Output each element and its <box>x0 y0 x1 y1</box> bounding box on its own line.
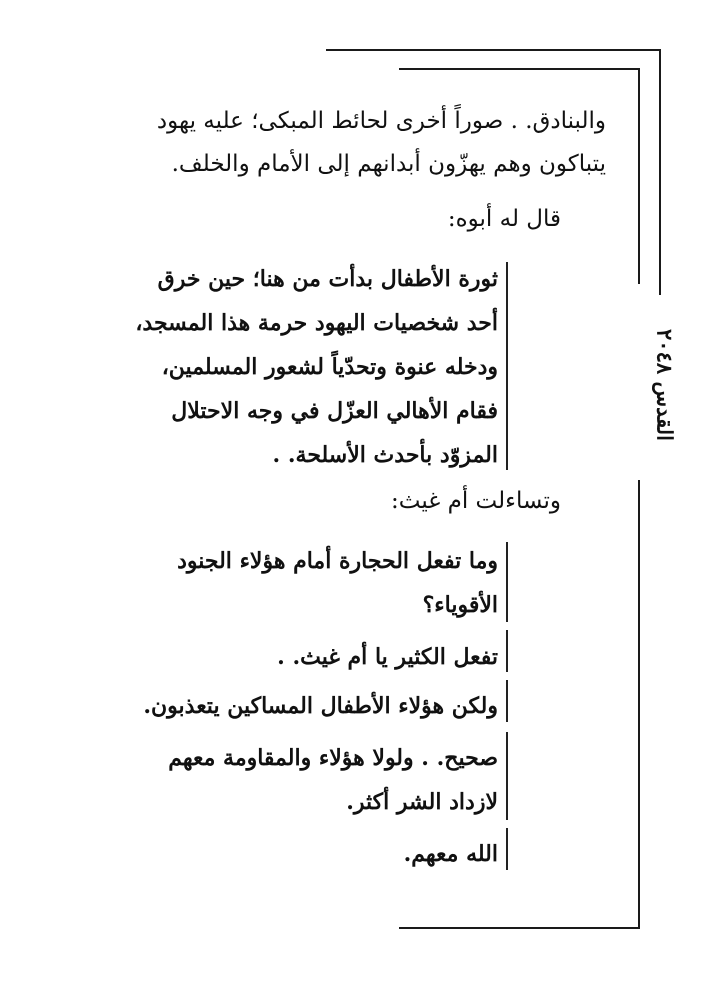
dialogue-5-line-1: الله معهم. <box>403 841 498 867</box>
quote-father-line-4: فقام الأهالي العزّل في وجه الاحتلال <box>171 398 498 424</box>
quote-father-line-5: المزوّد بأحدث الأسلحة. . <box>272 442 498 468</box>
frame-right-lower <box>638 480 640 928</box>
intro-umm: وتساءلت أم غيث: <box>391 488 561 514</box>
quote-father-bar <box>506 262 508 470</box>
dialogue-2-bar <box>506 630 508 672</box>
running-head-text: القدس ٢٠٤٨ <box>652 329 678 441</box>
paragraph-1-line-2: يتباكون وهم يهزّون أبدانهم إلى الأمام والخلف. <box>171 151 606 177</box>
dialogue-5-bar <box>506 828 508 870</box>
dialogue-2-line-1: تفعل الكثير يا أم غيث. . <box>277 644 498 670</box>
dialogue-4-line-2: لازداد الشر أكثر. <box>346 789 498 815</box>
dialogue-3-bar <box>506 680 508 722</box>
dialogue-4-line-1: صحيح. . ولولا هؤلاء والمقاومة معهم <box>168 745 498 771</box>
frame-top-inner <box>399 68 640 70</box>
dialogue-3-line-1: ولكن هؤلاء الأطفال المساكين يتعذبون. <box>143 693 498 719</box>
dialogue-1-bar <box>506 542 508 622</box>
frame-right-inner <box>638 68 640 284</box>
intro-father: قال له أبوه: <box>447 206 561 232</box>
quote-father-line-1: ثورة الأطفال بدأت من هنا؛ حين خرق <box>157 266 498 292</box>
frame-bottom <box>399 927 640 929</box>
frame-top-outer <box>326 49 661 51</box>
dialogue-1-line-1: وما تفعل الحجارة أمام هؤلاء الجنود <box>177 548 498 574</box>
quote-father-line-2: أحد شخصيات اليهود حرمة هذا المسجد، <box>135 310 498 336</box>
quote-father-line-3: ودخله عنوة وتحدّياً لشعور المسلمين، <box>161 354 498 380</box>
dialogue-4-bar <box>506 732 508 820</box>
paragraph-1-line-1: والبنادق. . صوراً أخرى لحائط المبكى؛ عليه يهود <box>156 108 606 134</box>
frame-right-outer <box>659 49 661 295</box>
dialogue-1-line-2: الأقوياء؟ <box>422 592 498 618</box>
